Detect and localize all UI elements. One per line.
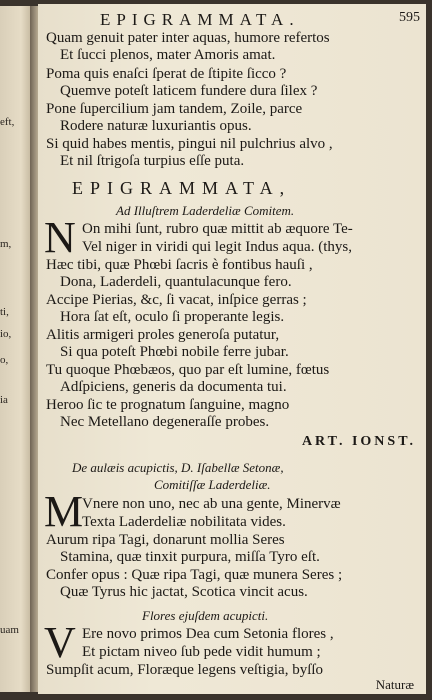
margin-fragment: io, (0, 328, 12, 340)
verse-line: Hæc tibi, quæ Phœbi ſacris è fontibus hauſi , (46, 257, 313, 273)
running-head-title: EPIGRAMMATA. (100, 10, 300, 29)
author-signature: ART. IONST. (301, 434, 416, 449)
verse-line: Vnere non uno, nec ab una gente, Minervæ (82, 496, 341, 512)
verse-line: Vel niger in viridi qui legit Indus aqua. (thys, (82, 239, 352, 255)
verse-line: Stamina, quæ tinxit purpura, miſſa Tyro eſt. (60, 549, 320, 565)
drop-capital: N (44, 213, 76, 262)
book-gutter (30, 6, 38, 692)
book-page (38, 4, 426, 694)
verse-line: Quæ Tyrus hic jactat, Scotica vincit acus. (60, 584, 308, 600)
verse-line: Dona, Laderdeli, quantulacunque fero. (60, 274, 292, 290)
verse-line: Et ſucci plenos, mater Amoris amat. (60, 47, 276, 63)
verse-line: Sumpſit acum, Floræque legens veſtigia, byſſo (46, 662, 324, 678)
verse-line: Adſpiciens, generis da documenta tui. (60, 379, 287, 395)
verse-line: Quemve poteſt laticem fundere dura ſilex ? (60, 83, 318, 99)
verse-line: Heroo ſic te prognatum ſanguine, magno (46, 397, 290, 413)
verse-line: On mihi ſunt, rubro quæ mittit ab æquore Te- (82, 221, 353, 237)
verse-line: Tu quoque Phœbæos, quo par eſt lumine, fœtus (46, 362, 330, 378)
previous-page-edge (0, 6, 30, 692)
verse-line: Accipe Pierias, &c, ſi vacat, inſpice gerras ; (46, 292, 307, 308)
running-head (38, 10, 426, 32)
page-number: 595 (399, 10, 420, 25)
verse-line: Et nil ſtrigoſa turpius eſſe puta. (60, 153, 245, 169)
verse-line: Pone ſupercilium jam tandem, Zoile, parce (46, 101, 303, 117)
verse-line: Et pictam niveo ſub pede vidit humum ; (82, 644, 321, 660)
verse-line: Rodere naturæ luxuriantis opus. (60, 118, 252, 134)
margin-fragment: eft, (0, 116, 15, 128)
verse-line: Si quid habes mentis, pingui nil pulchrius alvo , (46, 136, 333, 152)
drop-capital: V (44, 618, 76, 667)
margin-fragment: uam (0, 624, 19, 636)
drop-capital: M (44, 487, 84, 536)
margin-fragment: ti, (0, 306, 9, 318)
verse-line: Si qua poteſt Phœbi nobile ferre jubar. (60, 344, 289, 360)
poem-heading: Flores ejuſdem acupicti. (142, 608, 269, 623)
verse-line: Nec Metellano degeneraſſe probes. (60, 414, 270, 430)
poem-heading: Ad Illuſtrem Laderdeliæ Comitem. (116, 203, 295, 218)
verse-line: Alitis armigeri proles generoſa putatur, (46, 327, 280, 343)
poem-heading: Comitiſſæ Laderdeliæ. (154, 477, 271, 492)
verse-line: Poma quis enaſci ſperat de ſtipite ſicco ? (46, 66, 287, 82)
margin-fragment: m, (0, 238, 12, 250)
margin-fragment: o, (0, 354, 9, 366)
section-title: EPIGRAMMATA, (72, 178, 292, 198)
verse-line: Confer opus : Quæ ripa Tagi, quæ munera Seres ; (46, 567, 343, 583)
verse-line: Quam genuit pater inter aquas, humore refertos (46, 30, 330, 46)
catchword: Naturæ (375, 677, 414, 692)
margin-fragment: ia (0, 394, 8, 406)
verse-line: Texta Laderdeliæ nobilitata vides. (82, 514, 286, 530)
poem-heading: De aulæis acupictis, D. Iſabellæ Setonæ, (72, 460, 284, 475)
verse-line: Ere novo primos Dea cum Setonia flores , (82, 626, 334, 642)
verse-line: Aurum ripa Tagi, donarunt mollia Seres (46, 532, 285, 548)
verse-line: Hora ſat eſt, oculo ſi properante legis. (60, 309, 285, 325)
